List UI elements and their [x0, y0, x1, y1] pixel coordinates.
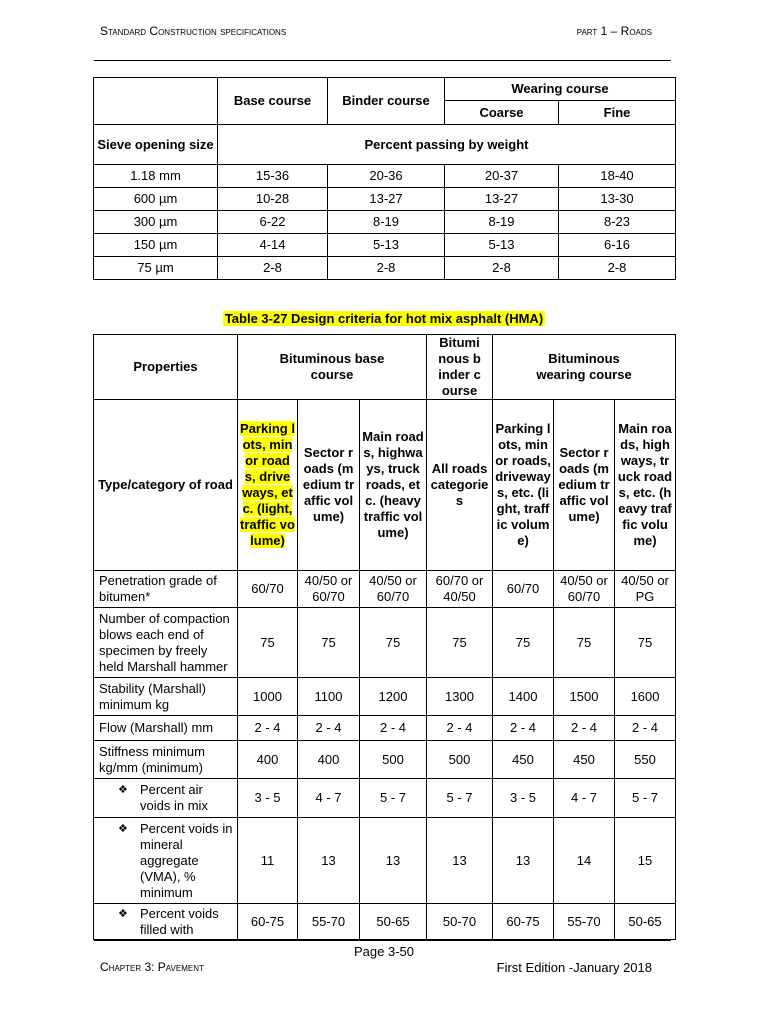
property-label: Stiffness minimum kg/mm (minimum) — [94, 741, 238, 779]
value-cell: 40/50 or 60/70 — [360, 571, 427, 608]
base-course-group-label: Bituminous base course — [279, 351, 385, 382]
properties-header: Properties — [94, 335, 238, 400]
percent-passing-header: Percent passing by weight — [218, 125, 676, 165]
property-label: Stability (Marshall) minimum kg — [94, 678, 238, 716]
category-label: Sector roads (medium traffic volume) — [302, 445, 355, 524]
value-cell: 75 — [427, 608, 493, 678]
category-cell — [298, 400, 360, 571]
value-cell: 2-8 — [445, 257, 559, 280]
value-cell: 8-23 — [559, 211, 676, 234]
value-cell: 10-28 — [218, 188, 328, 211]
value-cell: 5 - 7 — [427, 779, 493, 818]
value-cell: 13-30 — [559, 188, 676, 211]
value-cell: 13 — [298, 818, 360, 904]
value-cell: 60-75 — [238, 904, 298, 940]
value-cell: 20-36 — [328, 165, 445, 188]
hma-criteria-table — [93, 334, 676, 940]
category-cell — [615, 400, 676, 571]
value-cell: 40/50 or PG — [615, 571, 676, 608]
value-cell: 1300 — [427, 678, 493, 716]
value-cell: 2 - 4 — [615, 716, 676, 741]
table-row — [94, 818, 676, 904]
table-row — [94, 188, 676, 211]
sieve-size-cell: 600 µm — [94, 188, 218, 211]
sieve-size-cell: 300 µm — [94, 211, 218, 234]
value-cell: 1600 — [615, 678, 676, 716]
road-type-header: Type/category of road — [94, 400, 238, 571]
value-cell: 75 — [615, 608, 676, 678]
diamond-bullet-icon: ❖ — [118, 907, 128, 920]
value-cell: 14 — [554, 818, 615, 904]
value-cell: 15 — [615, 818, 676, 904]
value-cell: 8-19 — [328, 211, 445, 234]
value-cell: 75 — [554, 608, 615, 678]
value-cell: 2 - 4 — [360, 716, 427, 741]
value-cell: 60/70 — [493, 571, 554, 608]
value-cell: 3 - 5 — [238, 779, 298, 818]
gradation-table — [93, 77, 676, 280]
value-cell: 50-65 — [360, 904, 427, 940]
category-label: All roads categories — [430, 461, 489, 508]
value-cell: 75 — [493, 608, 554, 678]
value-cell: 4 - 7 — [554, 779, 615, 818]
sieve-opening-header: Sieve opening size — [94, 125, 218, 165]
value-cell: 1500 — [554, 678, 615, 716]
table-row — [94, 678, 676, 716]
value-cell: 60/70 — [238, 571, 298, 608]
footer-chapter: Chapter 3: Pavement — [100, 960, 204, 974]
value-cell: 75 — [298, 608, 360, 678]
header-divider — [94, 60, 671, 61]
property-label: Percent voids in mineral aggregate (VMA), % minimum — [140, 820, 233, 900]
value-cell: 2-8 — [328, 257, 445, 280]
property-label: Percent air voids in mix — [140, 782, 208, 813]
value-cell: 11 — [238, 818, 298, 904]
property-label-cell — [94, 818, 238, 904]
value-cell: 6-16 — [559, 234, 676, 257]
value-cell: 4-14 — [218, 234, 328, 257]
value-cell: 2-8 — [218, 257, 328, 280]
category-label: Parking lots, minor roads, driveways, etc. (light, traffic volume) — [495, 421, 551, 548]
value-cell: 60-75 — [493, 904, 554, 940]
value-cell: 450 — [493, 741, 554, 779]
property-label: Penetration grade of bitumen* — [94, 571, 238, 608]
table-row — [94, 779, 676, 818]
coarse-header: Coarse — [445, 101, 559, 125]
table-row — [94, 257, 676, 280]
category-label: Main roads, highways, truck roads, etc. (heavy traffic volume) — [617, 421, 673, 548]
value-cell: 60/70 or 40/50 — [427, 571, 493, 608]
value-cell: 50-65 — [615, 904, 676, 940]
category-cell — [427, 400, 493, 571]
table-row — [94, 741, 676, 779]
sieve-size-cell: 150 µm — [94, 234, 218, 257]
property-label-cell — [94, 779, 238, 818]
category-label: Sector roads (medium traffic volume) — [558, 445, 610, 524]
value-cell: 400 — [298, 741, 360, 779]
value-cell: 500 — [360, 741, 427, 779]
value-cell: 20-37 — [445, 165, 559, 188]
page-number: Page 3-50 — [354, 944, 414, 959]
sieve-size-cell: 75 µm — [94, 257, 218, 280]
value-cell: 2 - 4 — [238, 716, 298, 741]
value-cell: 75 — [238, 608, 298, 678]
category-cell — [493, 400, 554, 571]
table-row — [94, 234, 676, 257]
value-cell: 1200 — [360, 678, 427, 716]
property-label: Percent voids filled with — [140, 905, 219, 937]
binder-course-header: Binder course — [328, 78, 445, 125]
diamond-bullet-icon: ❖ — [118, 822, 128, 835]
footer-divider — [94, 940, 671, 941]
value-cell: 2-8 — [559, 257, 676, 280]
value-cell: 400 — [238, 741, 298, 779]
table-row — [94, 165, 676, 188]
value-cell: 50-70 — [427, 904, 493, 940]
value-cell: 13 — [360, 818, 427, 904]
diamond-bullet-icon: ❖ — [118, 784, 128, 796]
footer-edition: First Edition -January 2018 — [496, 960, 652, 975]
header-part-title: part 1 – Roads — [576, 24, 652, 38]
value-cell: 5-13 — [328, 234, 445, 257]
value-cell: 13 — [427, 818, 493, 904]
property-label: Flow (Marshall) mm — [94, 716, 238, 741]
value-cell: 8-19 — [445, 211, 559, 234]
value-cell: 40/50 or 60/70 — [298, 571, 360, 608]
value-cell: 6-22 — [218, 211, 328, 234]
table-row — [94, 608, 676, 678]
value-cell: 550 — [615, 741, 676, 779]
value-cell: 2 - 4 — [554, 716, 615, 741]
value-cell: 450 — [554, 741, 615, 779]
value-cell: 1400 — [493, 678, 554, 716]
value-cell: 500 — [427, 741, 493, 779]
table-row — [94, 571, 676, 608]
value-cell: 1100 — [298, 678, 360, 716]
category-cell — [238, 400, 298, 571]
value-cell: 2 - 4 — [298, 716, 360, 741]
sieve-size-cell: 1.18 mm — [94, 165, 218, 188]
value-cell: 40/50 or 60/70 — [554, 571, 615, 608]
category-label: Main roads, highways, truck roads, etc. (heavy traffic volume) — [362, 429, 424, 540]
property-label-cell — [94, 904, 238, 940]
value-cell: 2 - 4 — [427, 716, 493, 741]
value-cell: 15-36 — [218, 165, 328, 188]
value-cell: 75 — [360, 608, 427, 678]
header-document-title: Standard Construction specifications — [100, 24, 287, 38]
property-label: Number of compaction blows each end of specimen by freely held Marshall hammer — [94, 608, 238, 678]
category-cell — [360, 400, 427, 571]
value-cell: 2 - 4 — [493, 716, 554, 741]
value-cell: 5-13 — [445, 234, 559, 257]
base-course-header: Base course — [218, 78, 328, 125]
category-label: Parking lots, minor roads, driveways, etc. (light, traffic volume) — [240, 421, 295, 548]
table-row — [94, 904, 676, 940]
table-row — [94, 211, 676, 234]
wearing-course-header: Wearing course — [445, 78, 676, 101]
fine-header: Fine — [559, 101, 676, 125]
table-row — [94, 716, 676, 741]
value-cell: 55-70 — [554, 904, 615, 940]
value-cell: 4 - 7 — [298, 779, 360, 818]
base-course-group-header — [238, 335, 427, 400]
empty-header-cell — [94, 78, 218, 125]
value-cell: 13-27 — [445, 188, 559, 211]
value-cell: 5 - 7 — [615, 779, 676, 818]
wearing-course-group-label: Bituminous wearing course — [536, 351, 632, 382]
value-cell: 3 - 5 — [493, 779, 554, 818]
value-cell: 55-70 — [298, 904, 360, 940]
caption-text: Table 3-27 Design criteria for hot mix asphalt (HMA) — [224, 311, 544, 326]
value-cell: 1000 — [238, 678, 298, 716]
value-cell: 13 — [493, 818, 554, 904]
wearing-course-group-header — [493, 335, 676, 400]
binder-course-group-label: Bituminous binder course — [438, 335, 481, 398]
binder-course-group-header — [427, 335, 493, 400]
value-cell: 13-27 — [328, 188, 445, 211]
value-cell: 5 - 7 — [360, 779, 427, 818]
table-caption — [0, 311, 768, 326]
category-cell — [554, 400, 615, 571]
value-cell: 18-40 — [559, 165, 676, 188]
